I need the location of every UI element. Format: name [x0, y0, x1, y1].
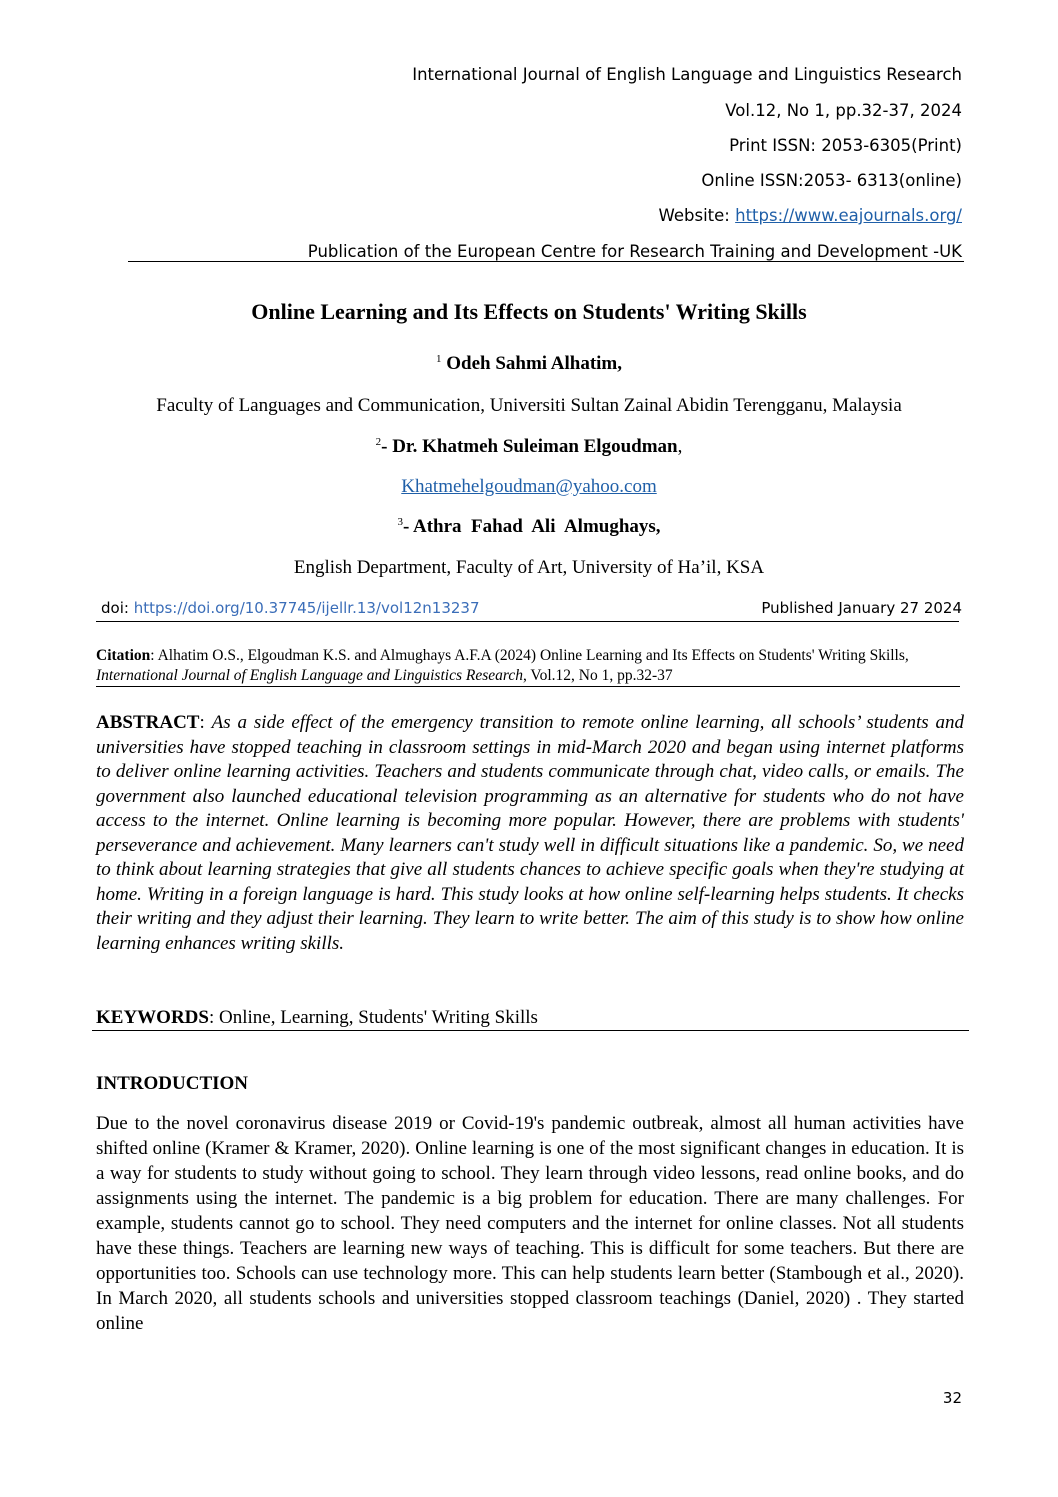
author-2-sup: 2	[375, 436, 382, 448]
author-3-name: Athra Fahad Ali Almughays,	[412, 516, 661, 537]
abstract-label: ABSTRACT	[96, 712, 200, 733]
author-2: $^2$- Dr. Khatmeh Suleiman Elgoudman,	[375, 436, 683, 457]
citation-journal: , International Journal of English Language and Linguistics Research	[96, 647, 909, 684]
publisher-line: Publication of the European Centre for Research Training and Development -UK	[307, 242, 962, 261]
print-issn: Print ISSN: 2053-6305(Print)	[729, 136, 962, 155]
citation-label: Citation	[96, 647, 151, 664]
abstract: ABSTRACT: As a side effect of the emergency transition to remote online learning, all schools’ students and universities have stopped teaching in classroom settings in mid-March 2020 and began using internet platforms to deliver online learning activities. Teachers and students communicate through chat, video calls, or emails. The government also launched educational television programming as an alternative for students who do not have access to the internet. Online learning is becoming more popular. However, there are problems with students' perseverance and achievement. Many learners can't study well in difficult situations like a pandemic. So, we need to think about learning strategies that give all students chances to achieve specific goals when they're studying at home. Writing in a foreign language is hard. This study looks at how online self-learning helps students. It checks their writing and they adjust their learning. They learn to write better. The aim of this study is to show how online learning enhances writing skills.	[96, 712, 964, 954]
keywords-label: KEYWORDS	[96, 1007, 209, 1028]
keywords-text: : Online, Learning, Students' Writing Skills	[208, 1007, 538, 1028]
paper-title: Online Learning and Its Effects on Students' Writing Skills	[251, 299, 807, 324]
doi-line	[101, 598, 480, 618]
website-link[interactable]: https://www.eajournals.org/	[735, 206, 962, 225]
page-number: 32	[942, 1389, 962, 1407]
keywords	[96, 1006, 538, 1030]
volume-info: Vol.12, No 1, pp.32-37, 2024	[725, 101, 962, 120]
author-2-email[interactable]: Khatmehelgoudman@yahoo.com	[401, 476, 657, 497]
author-1-sup: 1	[435, 353, 442, 365]
website-label: Website:	[658, 206, 736, 225]
website-line	[659, 206, 962, 226]
introduction-paragraph: Due to the novel coronavirus disease 2019 or Covid-19's pandemic outbreak, almost all human activities have shifted online (Kramer & Kramer, 2020). Online learning is one of the most significant changes in education. It is a way for students to study without going to school. They learn through video lessons, read online books, and do assignments using the internet. The pandemic is a big problem for education. There are many challenges. For example, students cannot go to school. They need computers and the internet for online classes. Not all students have these things. Teachers are learning new ways of teaching. This is difficult for some teachers. But there are opportunities too. Schools can use technology more. This can help students learn better (Stambough et al., 2020). In March 2020, all students schools and universities stopped classroom teachings (Daniel, 2020) . They started online	[96, 1113, 964, 1334]
header-divider	[128, 261, 964, 262]
doi-label: doi:	[101, 599, 134, 617]
doi-divider	[96, 621, 959, 622]
citation: Citation: Alhatim O.S., Elgoudman K.S. and Almughays A.F.A (2024) Online Learning and Its Effects on Students' Writing Skills, International Journal of English Language and Linguistics Research, Vol.12, No 1, pp.32-37	[96, 647, 909, 684]
author-2-name: Dr. Khatmeh Suleiman Elgoudman	[392, 436, 678, 457]
author-3: $^3$- Athra Fahad Ali Almughays,	[397, 516, 661, 537]
keywords-divider	[92, 1030, 969, 1031]
citation-divider	[96, 686, 960, 687]
section-heading-introduction: INTRODUCTION	[96, 1073, 249, 1094]
abstract-text: As a side effect of the emergency transition to remote online learning, all schools’ students and universities have stopped teaching in classroom settings in mid-March 2020 and began using internet platforms to deliver online learning activities. Teachers and students communicate through chat, video calls, or emails. The government also launched educational television programming as an alternative for students who do not have access to the internet. Online learning is becoming more popular. However, there are problems with students' perseverance and achievement. Many learners can't study well in difficult situations like a pandemic. So, we need to think about learning strategies that give all students chances to achieve specific goals when they're studying at home. Writing in a foreign language is hard. This study looks at how online self-learning helps students. It checks their writing and they adjust their learning. They learn to write better. The aim of this study is to show how online learning enhances writing skills.	[96, 712, 964, 954]
online-issn: Online ISSN:2053- 6313(online)	[701, 171, 962, 190]
doi-link[interactable]: https://doi.org/10.37745/ijellr.13/vol12n13237	[133, 599, 480, 617]
author-1-name: Odeh Sahmi Alhatim,	[446, 353, 623, 374]
affiliation-1: Faculty of Languages and Communication, Universiti Sultan Zainal Abidin Terengganu, Malaysia	[156, 395, 902, 416]
affiliation-3: English Department, Faculty of Art, University of Ha’il, KSA	[293, 557, 765, 578]
published-date: Published January 27 2024	[761, 599, 962, 617]
author-2-email-line	[0, 476, 1058, 498]
author-1	[0, 353, 1058, 375]
author-3-sup: 3	[397, 516, 403, 528]
journal-name: International Journal of English Language and Linguistics Research	[412, 65, 962, 84]
